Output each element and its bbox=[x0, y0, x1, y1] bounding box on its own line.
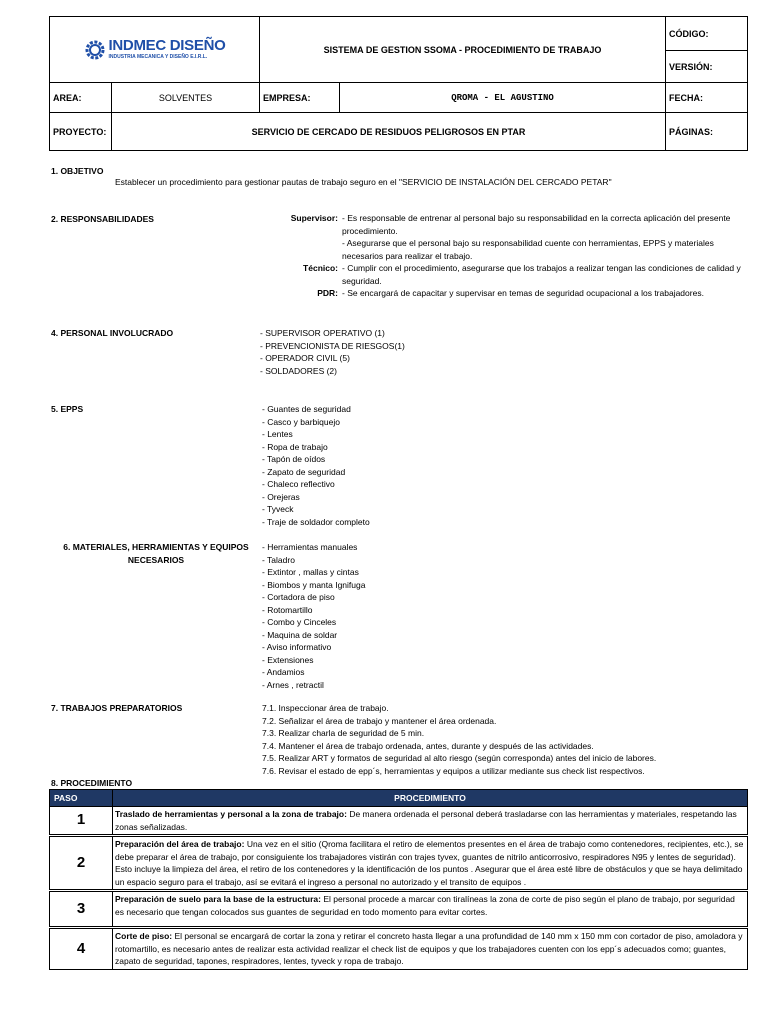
list-item: - Cortadora de piso bbox=[262, 592, 335, 602]
gear-logo-icon bbox=[84, 39, 106, 61]
personal-heading: 4. PERSONAL INVOLUCRADO bbox=[51, 328, 174, 338]
list-item: 7.1. Inspeccionar área de trabajo. bbox=[262, 703, 389, 713]
step-title: Traslado de herramientas y personal a la zona de trabajo: bbox=[115, 809, 347, 819]
list-item: - Tyveck bbox=[262, 504, 294, 514]
personal-list bbox=[260, 327, 405, 377]
step-body: De manera ordenada el personal deberá trasladarse con las herramientas y materiales, respetando las zonas señalizadas. bbox=[115, 809, 737, 832]
responsabilidades-heading: 2. RESPONSABILIDADES bbox=[51, 214, 154, 224]
list-item: - Rotomartillo bbox=[262, 604, 313, 615]
list-item: - Orejeras bbox=[262, 491, 300, 502]
empresa-value: QROMA - EL AGUSTINO bbox=[340, 83, 666, 113]
step-text bbox=[113, 928, 748, 970]
objetivo-heading: 1. OBJETIVO bbox=[51, 166, 104, 176]
list-item: - Extensiones bbox=[262, 654, 314, 665]
preparatorios-heading: 7. TRABAJOS PREPARATORIOS bbox=[51, 703, 183, 713]
logo-cell bbox=[50, 17, 260, 83]
step-number: 3 bbox=[50, 891, 113, 928]
tecnico-label: Técnico: bbox=[303, 263, 338, 273]
list-item: 7.4. Mantener el área de trabajo ordenada, antes, durante y después de las actividades. bbox=[262, 740, 594, 751]
supervisor-label: Supervisor: bbox=[290, 213, 338, 223]
tecnico-text: - Cumplir con el procedimiento, asegurarse que los trabajos a realizar tengan las condiciones de calidad y seguridad. bbox=[342, 263, 741, 286]
codigo-label: CÓDIGO: bbox=[666, 17, 748, 51]
step-text bbox=[113, 836, 748, 891]
procedimiento-table bbox=[49, 789, 748, 970]
list-item: - Guantes de seguridad bbox=[262, 404, 351, 414]
epps-list bbox=[262, 403, 370, 528]
area-value: SOLVENTES bbox=[112, 83, 260, 113]
step-text bbox=[113, 807, 748, 836]
empresa-label: EMPRESA: bbox=[260, 83, 340, 113]
list-item: 7.6. Revisar el estado de epp´s, herramientas y equipos a utilizar mediante sus check list respectivos. bbox=[262, 765, 645, 776]
table-row bbox=[50, 928, 748, 970]
list-item: 7.2. Señalizar el área de trabajo y mantener el área ordenada. bbox=[262, 715, 497, 726]
materiales-heading bbox=[51, 541, 261, 566]
fecha-label: FECHA: bbox=[666, 83, 748, 113]
step-body: El personal se encargará de cortar la zona y retirar el concreto hasta llegar a una profundidad de 140 mm x 150 mm con cortador de piso, amoladora y rotomartillo, es necesario antes de realizar esta actividad realizar el check list de equipos y que los trabajadores cuenten con los epp´s adecuados como; guantes, zapato de seguridad, tapones, respiradores, lentes, tyveck y ropa de trabajo. bbox=[115, 931, 743, 966]
list-item: - Lentes bbox=[262, 429, 293, 439]
list-item: - Biombos y manta Ignifuga bbox=[262, 579, 366, 590]
epps-heading: 5. EPPS bbox=[51, 404, 84, 414]
responsabilidades-block bbox=[258, 212, 748, 300]
paginas-label: PÁGINAS: bbox=[666, 113, 748, 151]
list-item: - Taladro bbox=[262, 554, 295, 565]
list-item: - Ropa de trabajo bbox=[262, 441, 328, 452]
list-item: - OPERADOR CIVIL (5) bbox=[260, 353, 350, 363]
step-body: El personal procede a marcar con tiralíneas la zona de corte de piso según el plano de trabajo, por seguridad es necesario que tengan colocados sus guantes de seguridad en todo momento para evitar cortes. bbox=[115, 894, 735, 917]
list-item: - Combo y Cinceles bbox=[262, 617, 337, 627]
step-number: 4 bbox=[50, 928, 113, 970]
list-item: - Aviso informativo bbox=[262, 642, 332, 652]
pdr-label: PDR: bbox=[317, 288, 338, 298]
preparatorios-list bbox=[262, 702, 656, 777]
materiales-list bbox=[262, 541, 365, 691]
list-item: - Traje de soldador completo bbox=[262, 516, 370, 527]
step-title: Corte de piso: bbox=[115, 931, 173, 941]
area-label: AREA: bbox=[50, 83, 112, 113]
list-item: - Chaleco reflectivo bbox=[262, 479, 335, 489]
step-text bbox=[113, 891, 748, 928]
list-item: - PREVENCIONISTA DE RIESGOS(1) bbox=[260, 340, 405, 351]
objetivo-text: Establecer un procedimiento para gestionar pautas de trabajo seguro en el "SERVICIO DE INSTALACIÓN DEL CERCADO PETAR" bbox=[115, 177, 612, 187]
list-item: - Arnes , retractil bbox=[262, 679, 324, 690]
document-title: SISTEMA DE GESTION SSOMA - PROCEDIMIENTO DE TRABAJO bbox=[260, 17, 666, 83]
header-table bbox=[49, 16, 748, 151]
supervisor-text-2: - Asegurarse que el personal bajo su responsabilidad cuente con herramientas, EPPS y materiales necesarios para realizar el trabajo. bbox=[342, 238, 714, 261]
procedimiento-heading: 8. PROCEDIMIENTO bbox=[51, 778, 133, 788]
materiales-heading-line1: 6. MATERIALES, HERRAMIENTAS Y EQUIPOS bbox=[63, 542, 249, 552]
list-item: - Andamios bbox=[262, 667, 305, 677]
materiales-heading-line2: NECESARIOS bbox=[127, 554, 185, 565]
step-body: Una vez en el sitio (Qroma facilitara el retiro de elementos presentes en el área de trabajo como contenedores, recipientes, etc.), se debe preparar el área de trabajo, por consiguiente los trabajadores vistirán con trajes tyvex, guantes de nitrilo anticorrosivo, respiradores N95 y lentes de seguridad). Esto incluye la limpieza del área, el retiro de los contenedores y la identificación de los puntos . Asegurar que el área esté libre de obstáculos y que se haya delimitado un espacio seguro para el trabajo, así se evitará el ingreso a personal no autorizado y el transito de equipos . bbox=[115, 839, 744, 887]
logo-name: INDMEC DISEÑO bbox=[108, 37, 226, 54]
list-item: 7.3. Realizar charla de seguridad de 5 min. bbox=[262, 728, 425, 738]
table-row bbox=[50, 836, 748, 891]
list-item: - Maquina de soldar bbox=[262, 629, 338, 640]
list-item: - SUPERVISOR OPERATIVO (1) bbox=[260, 328, 385, 338]
list-item: - Zapato de seguridad bbox=[262, 466, 346, 477]
list-item: 7.5. Realizar ART y formatos de seguridad al alto riesgo (según corresponda) antes del inicio de labores. bbox=[262, 753, 657, 763]
list-item: - SOLDADORES (2) bbox=[260, 365, 337, 376]
version-label: VERSIÓN: bbox=[666, 51, 748, 83]
logo-subtitle: INDUSTRIA MECANICA Y DISEÑO E.I.R.L. bbox=[108, 54, 208, 60]
step-number: 2 bbox=[50, 836, 113, 891]
list-item: - Tapón de oídos bbox=[262, 454, 326, 464]
list-item: - Herramientas manuales bbox=[262, 542, 358, 552]
step-title: Preparación del área de trabajo: bbox=[115, 839, 245, 849]
table-row bbox=[50, 891, 748, 928]
pdr-text: - Se encargará de capacitar y supervisar en temas de seguridad ocupacional a los trabajadores. bbox=[342, 288, 704, 298]
step-number: 1 bbox=[50, 807, 113, 836]
step-title: Preparación de suelo para la base de la estructura: bbox=[115, 894, 321, 904]
col-header-paso: PASO bbox=[50, 790, 113, 807]
table-row bbox=[50, 807, 748, 836]
list-item: - Extintor , mallas y cintas bbox=[262, 567, 359, 577]
supervisor-text: - Es responsable de entrenar al personal bajo su responsabilidad en la correcta aplicación del presente procedimiento. bbox=[342, 213, 731, 236]
col-header-procedimiento: PROCEDIMIENTO bbox=[113, 790, 748, 807]
list-item: - Casco y barbiquejo bbox=[262, 416, 340, 427]
proyecto-value: SERVICIO DE CERCADO DE RESIDUOS PELIGROSOS EN PTAR bbox=[112, 113, 666, 151]
proyecto-label: PROYECTO: bbox=[50, 113, 112, 151]
